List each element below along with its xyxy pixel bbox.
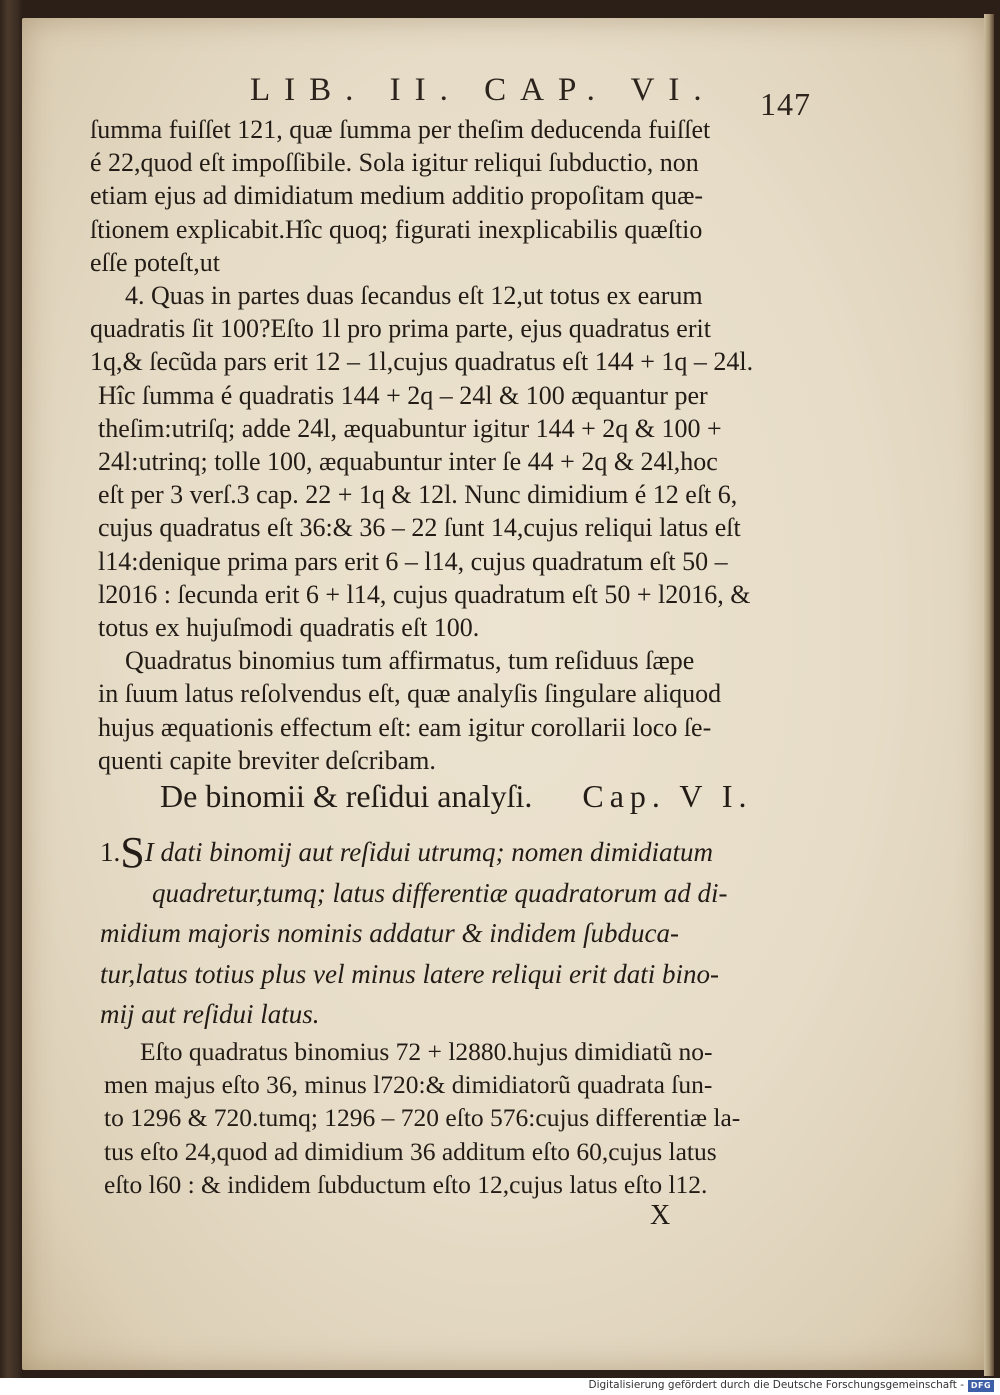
page-edge [984, 14, 994, 1376]
rule-line: I dati binomij aut reſidui utrumq; nomen dimidiatum [144, 837, 713, 867]
text-line: theſim:utriſq; adde 24l, æquabuntur igitur 144 + 2q & 100 + [98, 413, 722, 443]
text-line: eſto l60 : & indidem ſubductum eſto 12,cujus latus eſto l12. [104, 1169, 708, 1199]
text-line: to 1296 & 720.tumq; 1296 – 720 eſto 576:cujus differentiæ la- [104, 1103, 741, 1133]
text-line [100, 832, 820, 873]
text-line: quenti capite breviter deſcribam. [98, 745, 436, 775]
signature-mark: X [650, 1200, 671, 1231]
text-line: é 22,quod eſt impoſſibile. Sola igitur reliqui ſubductio, non [90, 148, 699, 178]
text-line: tus eſto 24,quod ad dimidium 36 additum eſto 60,cujus latus [104, 1136, 717, 1166]
text-line: l2016 : ſecunda erit 6 + l14, cujus quadratum eſt 50 + l2016, & [98, 579, 751, 609]
text-line: eſſe poteſt,ut [90, 247, 220, 277]
text-line: 4. Quas in partes duas ſecandus eſt 12,ut totus ex earum [125, 281, 703, 311]
text-line: 24l:utrinq; tolle 100, æquabuntur inter ſe 44 + 2q & 24l,hoc [98, 447, 718, 477]
text-line: midium majoris nominis addatur & indidem ſubduca- [100, 918, 679, 948]
text-line: Eſto quadratus binomius 72 + l2880.hujus dimidiatũ no- [140, 1037, 713, 1066]
rule-number: 1. [100, 837, 121, 867]
text-line: totus ex hujuſmodi quadratis eſt 100. [98, 613, 480, 643]
text-line: 1q,& ſecũda pars erit 12 – 1l,cujus quadratus eſt 144 + 1q – 24l. [90, 347, 754, 377]
text-line: eſt per 3 verſ.3 cap. 22 + 1q & 12l. Nunc dimidium é 12 eſt 6, [98, 480, 738, 510]
text-line: ſtionem explicabit.Hîc quoq; figurati inexplicabilis quæſtio [90, 214, 703, 244]
text-line: ſumma fuiſſet 121, quæ ſumma per theſim deducenda fuiſſet [90, 115, 711, 144]
text-line: in ſuum latus reſolvendus eſt, quæ analyſis ſingulare aliquod [98, 679, 722, 709]
chapter-title: De binomii & reſidui analyſi. [160, 778, 533, 814]
body-text-top [90, 113, 810, 777]
text-line: hujus æquationis effectum eſt: eam igitur corollarii loco ſe- [98, 712, 712, 742]
chapter-heading [160, 778, 753, 815]
text-line: Hîc ſumma é quadratis 144 + 2q – 24l & 100 æquantur per [98, 380, 708, 410]
page-number: 147 [760, 86, 811, 122]
running-header: LIB. II. CAP. VI. [250, 72, 716, 108]
text-line: Quadratus binomius tum affirmatus, tum reſiduus ſæpe [125, 646, 695, 676]
text-line: men majus eſto 36, minus l720:& dimidiatorũ quadrata ſun- [104, 1070, 713, 1100]
text-line: mij aut reſidui latus. [100, 999, 320, 1029]
text-line: quadratis ſit 100?Eſto 1l pro prima parte, ejus quadratus erit [90, 314, 711, 344]
text-line: etiam ejus ad dimidiatum medium additio propoſitam quæ- [90, 181, 704, 211]
text-line: tur,latus totius plus vel minus latere reliqui erit dati bino- [100, 958, 719, 989]
body-text-bottom [104, 1035, 824, 1201]
initial-letter: S [120, 832, 145, 873]
text-line: cujus quadratus eſt 36:& 36 – 22 ſunt 14,cujus reliqui latus eſt [98, 513, 741, 543]
dfg-logo-icon: DFG [968, 1380, 994, 1392]
rule-text [100, 832, 820, 1035]
text-line: quadretur,tumq; latus differentiæ quadratorum ad di- [152, 877, 728, 908]
footer-credit: Digitalisierung gefördert durch die Deutsche Forschungsgemeinschaft - [588, 1379, 964, 1391]
text-line: l14:denique prima pars erit 6 – l14, cujus quadratum eſt 50 – [98, 546, 728, 576]
chapter-number: Cap. V I. [582, 778, 753, 814]
